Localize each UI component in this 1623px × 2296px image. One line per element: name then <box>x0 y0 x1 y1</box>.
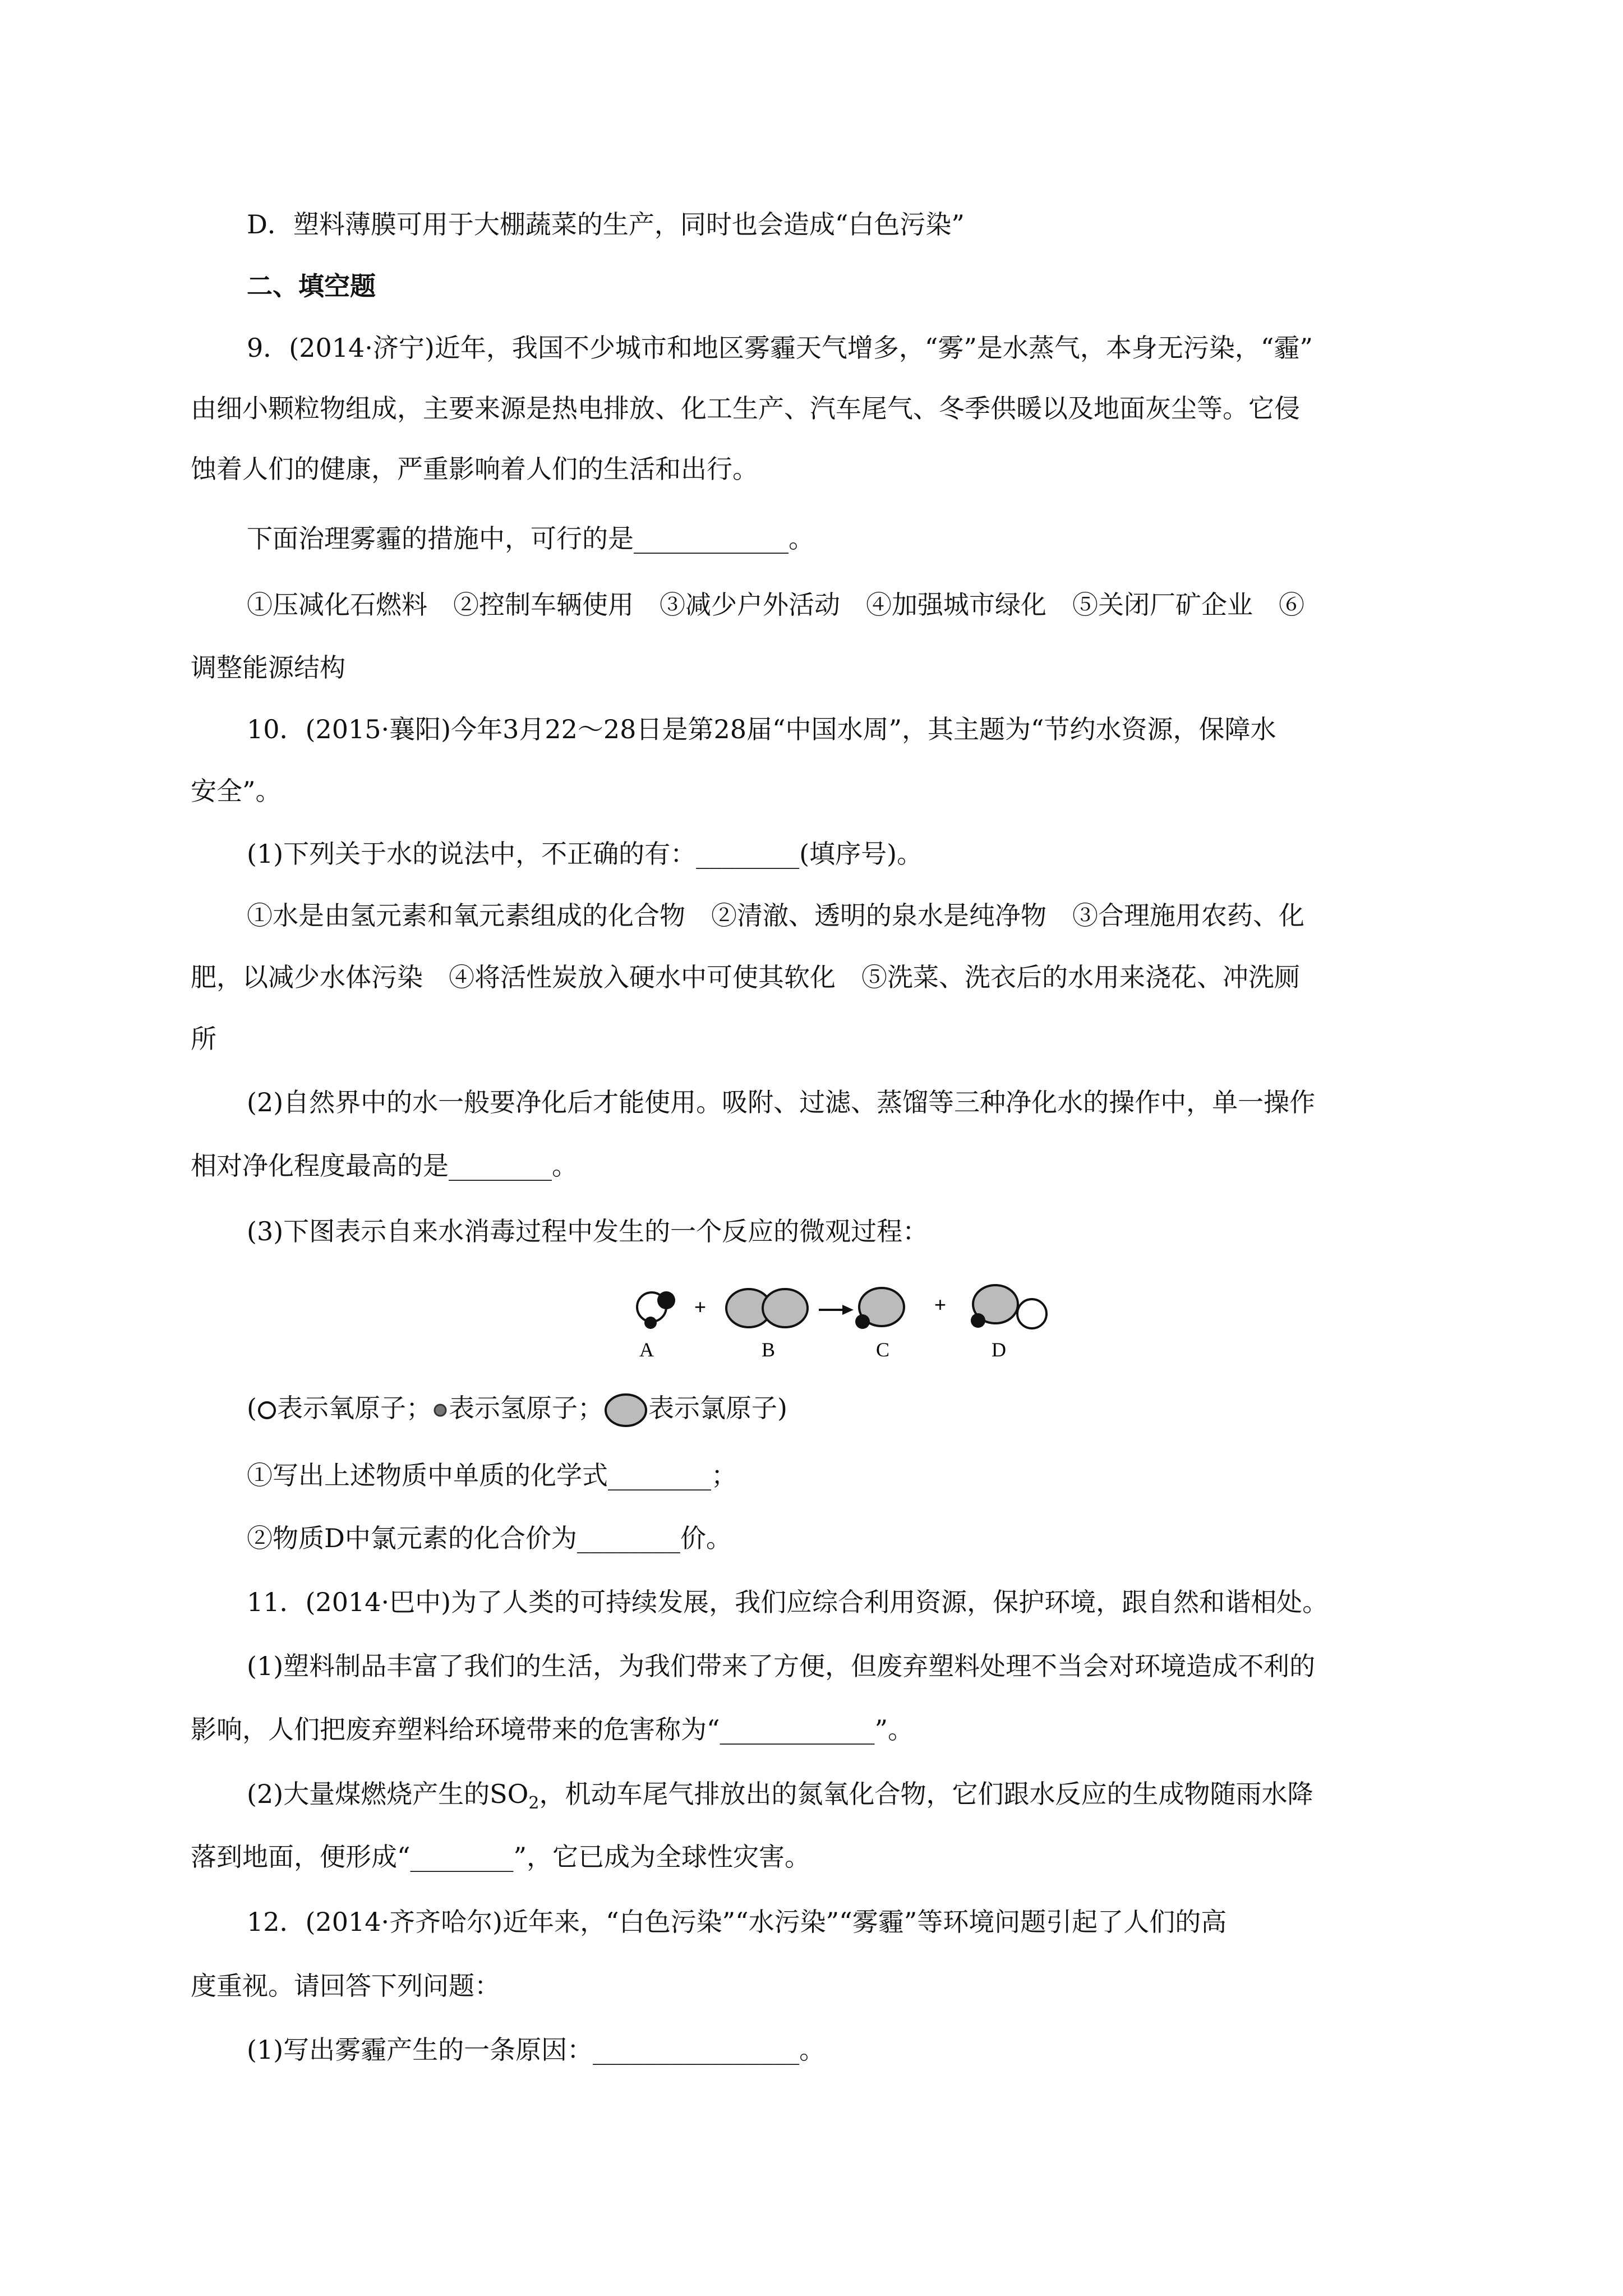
q11-line-1: 11．(2014·巴中)为了人类的可持续发展，我们应综合利用资源，保护环境，跟自然和谐相处。 <box>247 1587 1329 1617</box>
legend-hydrogen-text: 表示氢原子； <box>448 1393 603 1423</box>
so2-subscript: 2 <box>528 1793 540 1814</box>
q11-part2-line-1 <box>247 1777 1430 1820</box>
q10-part1-options-1: ①水是由氢元素和氧元素组成的化合物 ②清澈、透明的泉水是纯净物 ③合理施用农药、化 <box>247 900 1304 931</box>
q10-part3-sub1: ①写出上述物质中单质的化学式________； <box>247 1460 737 1490</box>
q10-part3-line: (3)下图表示自来水消毒过程中发生的一个反应的微观过程： <box>247 1216 929 1246</box>
label-b: B <box>762 1338 776 1361</box>
q9-prompt: 下面治理雾霾的措施中，可行的是____________。 <box>247 523 814 554</box>
atom-legend <box>247 1388 787 1428</box>
q11-part1-line-1: (1)塑料制品丰富了我们的生活，为我们带来了方便，但废弃塑料处理不当会对环境造成不利的 <box>247 1651 1316 1681</box>
q11-part2-text-a: (2)大量煤燃烧产生的SO <box>247 1779 529 1809</box>
q9-line-3: 蚀着人们的健康，严重影响着人们的生活和出行。 <box>191 454 758 484</box>
chlorine-atom-icon <box>603 1392 648 1428</box>
q10-part2-line-1: (2)自然界中的水一般要净化后才能使用。吸附、过滤、蒸馏等三种净化水的操作中，单一操作 <box>247 1087 1316 1117</box>
molecule-d <box>971 1285 1046 1328</box>
q12-part1: (1)写出雾霾产生的一条原因：________________。 <box>247 2035 826 2065</box>
q10-part1-options-3: 所 <box>191 1024 216 1054</box>
molecule-c <box>855 1288 904 1329</box>
q9-options-line-2: 调整能源结构 <box>191 652 345 683</box>
q10-line-1: 10．(2015·襄阳)今年3月22～28日是第28届“中国水周”，其主题为“节约水资源，保障水 <box>247 714 1276 744</box>
q11-part2-line-2: 落到地面，便形成“________”，它已成为全球性灾害。 <box>191 1842 811 1872</box>
q12-line-2: 度重视。请回答下列问题： <box>191 1971 500 2001</box>
label-d: D <box>992 1338 1006 1361</box>
q10-part2-line-2: 相对净化程度最高的是________。 <box>191 1151 578 1181</box>
q9-line-1: 9．(2014·济宁)近年，我国不少城市和地区雾霾天气增多，“雾”是水蒸气，本身无污染，“霾” <box>247 333 1313 363</box>
reaction-diagram <box>623 1279 1071 1363</box>
plus-sign: + <box>934 1293 947 1316</box>
q10-part1-options-2: 肥，以减少水体污染 ④将活性炭放入硬水中可使其软化 ⑤洗菜、洗衣后的水用来浇花、冲洗厕 <box>191 962 1300 992</box>
reaction-arrow <box>819 1305 854 1315</box>
molecule-a <box>637 1291 675 1329</box>
q9-line-2: 由细小颗粒物组成，主要来源是热电排放、化工生产、汽车尾气、冬季供暖以及地面灰尘等。它侵 <box>191 393 1300 424</box>
hydrogen-atom-icon <box>432 1402 449 1419</box>
oxygen-atom-icon <box>257 1400 277 1420</box>
q11-part1-line-2: 影响，人们把废弃塑料给环境带来的危害称为“____________”。 <box>191 1714 914 1745</box>
q9-options-line-1: ①压减化石燃料 ②控制车辆使用 ③减少户外活动 ④加强城市绿化 ⑤关闭厂矿企业 ⑥ <box>247 590 1304 620</box>
legend-chlorine-text: 表示氯原子) <box>648 1393 787 1423</box>
q10-part3-sub2: ②物质D中氯元素的化合价为________价。 <box>247 1523 732 1553</box>
q10-part1: (1)下列关于水的说法中，不正确的有：________(填序号)。 <box>247 839 923 869</box>
q12-line-1: 12．(2014·齐齐哈尔)近年来，“白色污染”“水污染”“雾霾”等环境问题引起了人们的高 <box>247 1907 1227 1937</box>
plus-sign: + <box>694 1295 707 1318</box>
legend-open-paren: ( <box>247 1393 257 1423</box>
section-heading-fill-in: 二、填空题 <box>247 271 376 301</box>
option-d-text: D．塑料薄膜可用于大棚蔬菜的生产，同时也会造成“白色污染” <box>247 209 965 240</box>
q10-line-2: 安全”。 <box>191 776 282 806</box>
label-c: C <box>876 1338 890 1361</box>
q11-part2-text-b: ，机动车尾气排放出的氮氧化合物，它们跟水反应的生成物随雨水降 <box>539 1779 1313 1809</box>
legend-oxygen-text: 表示氧原子； <box>276 1393 432 1423</box>
molecule-b <box>726 1289 808 1327</box>
label-a: A <box>639 1338 654 1361</box>
